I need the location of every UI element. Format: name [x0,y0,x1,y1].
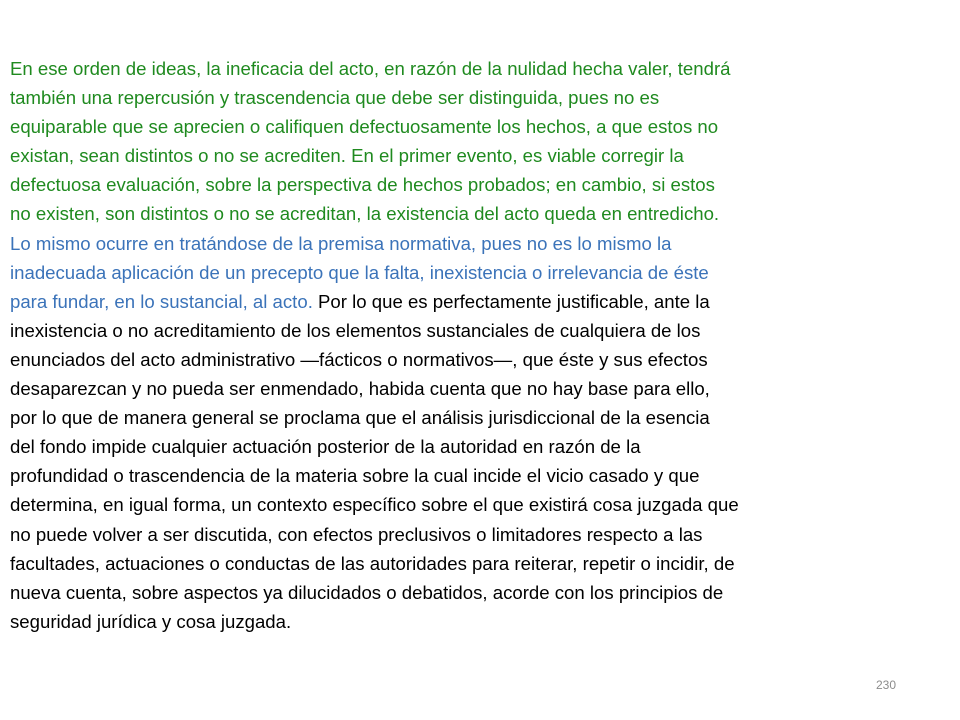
text-line-7 [10,229,950,258]
text-line-3 [10,112,950,141]
text-line-12 [10,374,950,403]
text-line-11 [10,345,950,374]
green-text-segment: también una repercusión y trascendencia que debe ser distinguida, pues no es [10,87,660,109]
black-text-segment: no puede volver a ser discutida, con efectos preclusivos o limitadores respecto a las [10,523,703,545]
text-line-17 [10,520,950,549]
green-text-segment: existan, sean distintos o no se acrediten. En el primer evento, es viable corregir la [10,145,684,167]
black-text-segment: inexistencia o no acreditamiento de los elementos sustanciales de cualquiera de los [10,319,701,341]
black-text-segment: Por lo que es perfectamente justificable, ante la [312,290,710,312]
green-text-segment: defectuosa evaluación, sobre la perspectiva de hechos probados; en cambio, si estos [10,174,715,196]
text-line-8 [10,258,950,287]
text-line-20 [10,607,950,636]
black-text-segment: facultades, actuaciones o conductas de las autoridades para reiterar, repetir o incidir, de [10,552,735,574]
black-text-segment: enunciados del acto administrativo —fácticos o normativos—, que éste y sus efectos [10,348,708,370]
black-text-segment: del fondo impide cualquier actuación posterior de la autoridad en razón de la [10,436,641,458]
green-text-segment: no existen, son distintos o no se acreditan, la existencia del acto queda en entredicho. [10,203,720,225]
text-line-2 [10,83,950,112]
green-text-segment: equiparable que se aprecien o califiquen defectuosamente los hechos, a que estos no [10,116,719,138]
text-line-18 [10,549,950,578]
blue-text-segment: inadecuada aplicación de un precepto que la falta, inexistencia o irrelevancia de éste [10,261,709,283]
text-line-15 [10,461,950,490]
text-line-16 [10,490,950,519]
black-text-segment: desaparezcan y no pueda ser enmendado, habida cuenta que no hay base para ello, [10,378,710,400]
page-number: 230 [876,678,897,692]
green-text-segment: En ese orden de ideas, la ineficacia del acto, en razón de la nulidad hecha valer, tendrá [10,58,731,79]
text-line-6 [10,199,950,228]
text-line-4 [10,141,950,170]
text-line-1 [10,54,950,83]
text-line-10 [10,316,950,345]
black-text-segment: nueva cuenta, sobre aspectos ya dilucidados o debatidos, acorde con los principios de [10,581,724,603]
text-line-13 [10,403,950,432]
text-line-5 [10,170,950,199]
text-line-14 [10,432,950,461]
black-text-segment: por lo que de manera general se proclama que el análisis jurisdiccional de la esencia [10,407,710,429]
black-text-segment: determina, en igual forma, un contexto específico sobre el que existirá cosa juzgada que [10,494,739,516]
text-line-9 [10,287,950,316]
blue-text-segment: Lo mismo ocurre en tratándose de la premisa normativa, pues no es lo mismo la [10,232,672,254]
blue-text-segment: para fundar, en lo sustancial, al acto. [10,290,313,312]
text-line-19 [10,578,950,607]
black-text-segment: profundidad o trascendencia de la materia sobre la cual incide el vicio casado y que [10,465,700,487]
body-paragraph [10,54,950,636]
black-text-segment: seguridad jurídica y cosa juzgada. [10,610,292,632]
